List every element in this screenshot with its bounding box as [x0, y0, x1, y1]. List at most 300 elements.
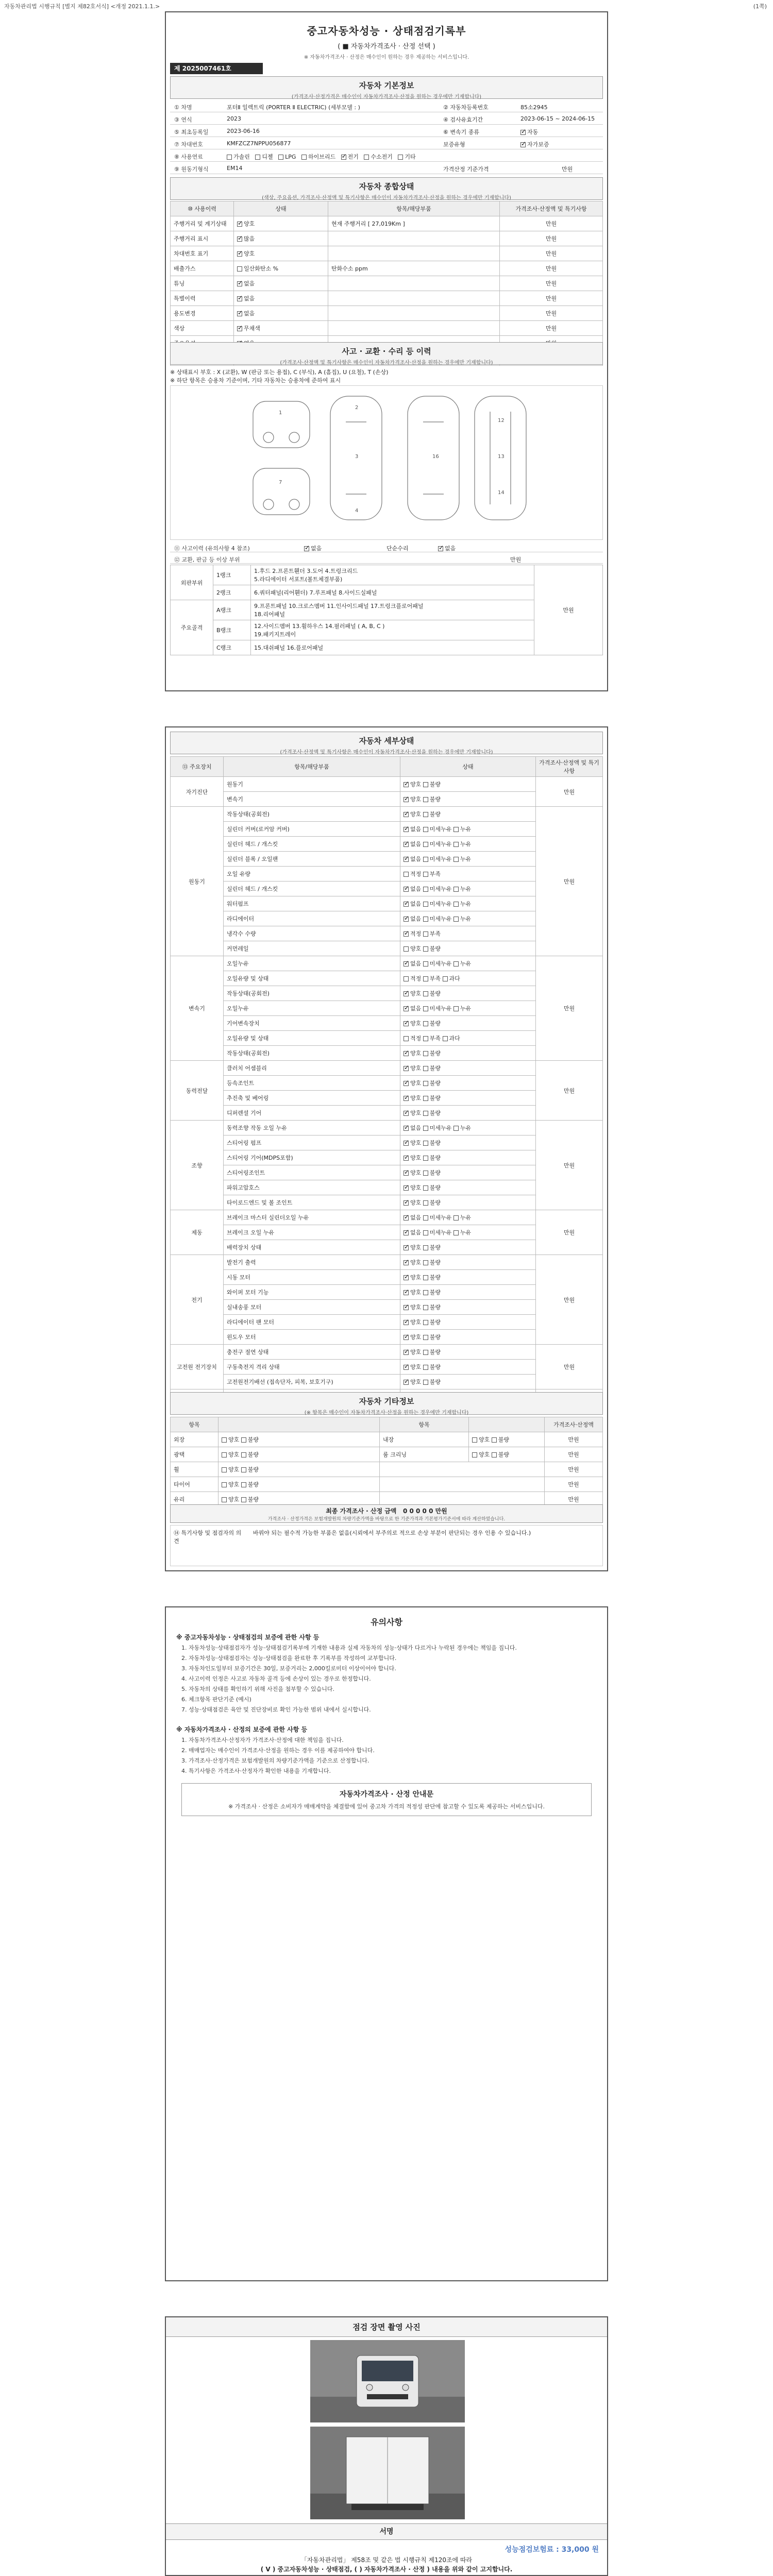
simple-repair-value: 없음 — [445, 545, 456, 552]
state-checkbox[interactable] — [237, 236, 242, 242]
parts-header: ⑫ 교환, 판금 등 이상 부위 — [174, 556, 240, 563]
table-row: 스티어링 기어(MDPS포함) ✓ 양호 불량 — [171, 1150, 603, 1165]
good-checkbox[interactable] — [222, 1452, 227, 1458]
table-row: 오일유량 및 상태 적정 부족 과다 — [171, 971, 603, 986]
page-3 — [165, 1606, 608, 2281]
detail-title: 자동차 세부상태 — [359, 736, 414, 745]
total-note: 가격조사 · 산정가격은 보험개발원의 차량기준가액을 바탕으로 한 기준가격과 기본평가기준서에 따라 계산하였습니다. — [267, 1517, 506, 1522]
svg-text:4: 4 — [355, 508, 359, 514]
detail-note: (가격조사·산정액 및 특기사항은 매수인이 자동차가격조사·산정을 원하는 경우에만 기재합니다) — [280, 750, 493, 755]
table-row: 원동기 작동상태(공회전) ✓ 양호 불량 만원 — [171, 807, 603, 822]
table-row: 실린더 헤드 / 개스킷 ✓ 없음 미세누유 누유 — [171, 882, 603, 896]
first-reg-value: 2023-06-16 — [227, 128, 260, 134]
table-row: 오일 유량 적정 부족 — [171, 867, 603, 882]
notice-item: 2. 매매업자는 매수인이 가격조사·산정을 원하는 경우 이를 제공하여야 합니다. — [181, 1747, 375, 1754]
notice-item: 3. 가격조사·산정가격은 보험개발원의 차량기준가액을 기준으로 산정합니다. — [181, 1757, 369, 1764]
transmission-checkbox[interactable] — [520, 130, 526, 135]
svg-text:13: 13 — [498, 454, 505, 460]
minor-leak-checkbox[interactable] — [423, 857, 428, 862]
svg-text:16: 16 — [432, 454, 439, 460]
good-checkbox[interactable] — [404, 1290, 409, 1295]
none-checkbox[interactable] — [404, 917, 409, 922]
inspection-period-label: ④ 검사유효기간 — [443, 116, 483, 123]
table-row: 주요골격 A랭크 9.프론트패널 10.크로스멤버 11.인사이드패널 17.트렁크플로어패널 18.리어패널 — [171, 600, 603, 620]
good-checkbox[interactable] — [404, 1305, 409, 1310]
basic-info-title: 자동차 기본정보 — [359, 81, 414, 90]
notice-head-2: ※ 자동차가격조사 · 산정의 보증에 관한 사항 등 — [176, 1726, 308, 1733]
low-checkbox[interactable] — [423, 931, 428, 937]
notice-item: 4. 사고이력 인정은 사고로 자동차 골격 등에 손상이 있는 경우로 한정합니다. — [181, 1675, 371, 1682]
good-checkbox[interactable] — [222, 1467, 227, 1472]
accident-title: 사고 · 교환 · 수리 등 이력 — [342, 347, 431, 356]
table-row: 실린더 헤드 / 개스킷 ✓ 없음 미세누유 누유 — [171, 837, 603, 852]
outer-panel-label: 외판부위 — [171, 565, 213, 600]
none-checkbox[interactable] — [404, 827, 409, 832]
signature-bar: 서명 — [166, 2523, 607, 2540]
table-row: 실내송풍 모터 ✓ 양호 불량 — [171, 1300, 603, 1315]
bad-checkbox[interactable] — [423, 1111, 428, 1116]
symbol-legend-2: ※ 하단 항목은 승용차 기준이며, 기타 자동차는 승용차에 준하여 표시 — [170, 377, 341, 384]
engine-value: EM14 — [227, 165, 243, 172]
good-checkbox[interactable] — [404, 946, 409, 952]
photo-section-title: 점검 장면 촬영 사진 — [166, 2317, 607, 2337]
summary-title: 자동차 종합상태 — [359, 182, 414, 191]
table-row: 제동 브레이크 마스터 실린더오일 누유 ✓ 없음 미세누유 누유 만원 — [171, 1210, 603, 1225]
summary-col-state: 상태 — [234, 201, 328, 216]
notice-item: 4. 특기사항은 가격조사·산정자가 확인한 내용을 기재합니다. — [181, 1768, 331, 1774]
parts-header-row — [170, 552, 603, 564]
detail-header — [170, 732, 603, 754]
table-row: 차대번호 표기 ✓ 양호 만원 — [171, 246, 603, 261]
fuel-diesel-checkbox[interactable] — [255, 155, 260, 160]
guide-box-text: ※ 가격조사 · 산정은 소비자가 매매계약을 체결함에 있어 중고차 가격의 적정성 판단에 참고할 수 있도록 제공하는 서비스입니다. — [228, 1803, 545, 1810]
good-checkbox[interactable] — [404, 1096, 409, 1101]
svg-text:3: 3 — [355, 454, 359, 460]
accident-history-row — [170, 541, 603, 552]
bad-checkbox[interactable] — [423, 1320, 428, 1325]
bad-checkbox[interactable] — [423, 1380, 428, 1385]
low-checkbox[interactable] — [423, 1036, 428, 1041]
bad-checkbox[interactable] — [423, 1185, 428, 1191]
leak-checkbox[interactable] — [453, 1215, 459, 1221]
good-checkbox[interactable] — [404, 1185, 409, 1191]
good-checkbox[interactable] — [404, 1081, 409, 1086]
plate-value: 85소2945 — [520, 104, 548, 111]
accident-header — [170, 342, 603, 365]
table-row: 작동상태(공회전) ✓ 양호 불량 — [171, 1046, 603, 1061]
good-checkbox[interactable] — [404, 1260, 409, 1265]
basic-row-1 — [170, 100, 603, 112]
bad-checkbox[interactable] — [423, 1021, 428, 1026]
adequate-checkbox[interactable] — [404, 872, 409, 877]
accident-history-value: 없음 — [311, 545, 322, 552]
bad-checkbox[interactable] — [423, 1051, 428, 1056]
front-view-outline — [253, 401, 310, 448]
parts-price-header: 만원 — [510, 556, 522, 563]
basic-row-3 — [170, 125, 603, 137]
table-row: 오일누유 ✓ 없음 미세누유 누유 — [171, 1001, 603, 1016]
engine-label: ⑨ 원동기형식 — [174, 166, 209, 173]
leak-checkbox[interactable] — [453, 827, 459, 832]
bad-checkbox[interactable] — [423, 1066, 428, 1071]
bad-checkbox[interactable] — [423, 1335, 428, 1340]
vin-value: KMFZCZ7NPPU056877 — [227, 140, 291, 147]
notice-item: 2. 자동차성능·상태점검자는 성능·상태점검을 완료한 후 기록부를 작성하여 교부합니다. — [181, 1655, 397, 1662]
bad-checkbox[interactable] — [423, 1171, 428, 1176]
state-checkbox[interactable] — [237, 222, 242, 227]
accident-none-checkbox[interactable] — [304, 546, 309, 551]
high-checkbox[interactable] — [443, 976, 448, 981]
table-row: 변속기 오일누유 ✓ 없음 미세누유 누유 만원 — [171, 956, 603, 971]
leak-checkbox[interactable] — [453, 1126, 459, 1131]
good-checkbox[interactable] — [404, 1320, 409, 1325]
basic-info-note: (가격조사·산정가격은 매수인이 자동차가격조사·산정을 원하는 경우에만 기재합니다) — [291, 94, 482, 100]
table-row: B랭크 12.사이드멤버 13.휠하우스 14.필러패널 ( A, B, C ) 19.패키지트레이 — [171, 620, 603, 640]
good-checkbox[interactable] — [404, 1066, 409, 1071]
page-4 — [165, 2316, 608, 2576]
bad-checkbox[interactable] — [241, 1497, 246, 1502]
svg-text:12: 12 — [498, 418, 505, 423]
table-row: 브레이크 오일 누유 ✓ 없음 미세누유 누유 — [171, 1225, 603, 1240]
bad-checkbox[interactable] — [423, 1365, 428, 1370]
basic-row-5 — [170, 149, 603, 162]
good-checkbox[interactable] — [472, 1437, 477, 1443]
table-row: 자기진단 원동기 ✓ 양호 불량 만원 — [171, 777, 603, 792]
bad-checkbox[interactable] — [423, 797, 428, 802]
notice-item: 7. 성능·상태점검은 육안 및 진단장비로 확인 가능한 범위 내에서 실시합니다. — [181, 1706, 371, 1713]
none-checkbox[interactable] — [404, 1230, 409, 1235]
table-row: 휠 양호 불량 만원 — [171, 1462, 603, 1477]
rear-view-outline — [253, 468, 310, 515]
good-checkbox[interactable] — [404, 1156, 409, 1161]
table-row: 색상 ✓ 무채색 만원 — [171, 321, 603, 336]
table-row: 특별이력 ✓ 없음 만원 — [171, 291, 603, 306]
fuel-hybrid-checkbox[interactable] — [301, 155, 307, 160]
svg-text:14: 14 — [498, 490, 505, 496]
good-checkbox[interactable] — [404, 1380, 409, 1385]
high-checkbox[interactable] — [443, 1036, 448, 1041]
good-checkbox[interactable] — [404, 1021, 409, 1026]
notice-item: 6. 체크항목 판단기준 (예시) — [181, 1696, 251, 1703]
table-row: 기어변속장치 ✓ 양호 불량 — [171, 1016, 603, 1031]
fuel-gasoline-checkbox[interactable] — [227, 155, 232, 160]
bad-checkbox[interactable] — [423, 1245, 428, 1250]
document-subtitle: ( ■ 자동차가격조사 · 산정 선택 ) — [338, 43, 435, 50]
notice-head-1: ※ 중고자동차성능 · 상태점검의 보증에 관한 사항 등 — [176, 1634, 320, 1641]
notice-item: 1. 자동차가격조사·산정자가 가격조사·산정에 대한 책임을 집니다. — [181, 1737, 344, 1743]
leak-checkbox[interactable] — [453, 842, 459, 847]
notice-item: 1. 자동차성능·상태점검자가 성능·상태점검기록부에 기재한 내용과 실제 자동차의 성능·상태가 다르거나 누락된 경우에는 책임을 집니다. — [181, 1645, 517, 1651]
vehicle-diagram — [238, 391, 547, 530]
bad-checkbox[interactable] — [423, 782, 428, 787]
vehicle-front-photo — [310, 2340, 465, 2422]
table-row: 실린더 블록 / 오일팬 ✓ 없음 미세누유 누유 — [171, 852, 603, 867]
bad-checkbox[interactable] — [423, 1141, 428, 1146]
table-row: 변속기 ✓ 양호 불량 — [171, 792, 603, 807]
bad-checkbox[interactable] — [423, 1275, 428, 1280]
table-row: 라디에이터 팬 모터 ✓ 양호 불량 — [171, 1315, 603, 1330]
good-checkbox[interactable] — [404, 797, 409, 802]
bad-checkbox[interactable] — [423, 1096, 428, 1101]
table-row: 조향 동력조향 작동 오일 누유 ✓ 없음 미세누유 누유 만원 — [171, 1121, 603, 1136]
parts-rank-table — [170, 565, 603, 655]
table-row: 동력전달 클러치 어셈블리 ✓ 양호 불량 만원 — [171, 1061, 603, 1076]
price-survey-guide-box — [181, 1783, 592, 1816]
minor-leak-checkbox[interactable] — [423, 961, 428, 967]
document-note: ※ 자동차가격조사 · 산정은 매수인이 원하는 경우 제공하는 서비스입니다. — [304, 55, 469, 60]
insurance-fee: 성능점검보험료 : 33,000 원 — [505, 2546, 599, 2554]
table-row: 고전원 전기장치 충전구 절연 상태 ✓ 양호 불량 만원 — [171, 1345, 603, 1360]
table-row: 타이로드엔드 및 볼 조인트 ✓ 양호 불량 — [171, 1195, 603, 1210]
fuel-lpg-checkbox[interactable] — [278, 155, 283, 160]
state-checkbox[interactable] — [237, 266, 242, 272]
table-row: 유리 양호 불량 만원 — [171, 1492, 603, 1507]
table-row: 오일유량 및 상태 적정 부족 과다 — [171, 1031, 603, 1046]
bad-checkbox[interactable] — [492, 1452, 497, 1458]
table-row: 윈도우 모터 ✓ 양호 불량 — [171, 1330, 603, 1345]
summary-col-item: 항목/해당부품 — [328, 201, 500, 216]
minor-leak-checkbox[interactable] — [423, 1006, 428, 1011]
table-row: 등속조인트 ✓ 양호 불량 — [171, 1076, 603, 1091]
page-2 — [165, 726, 608, 1571]
frame-label: 주요골격 — [171, 600, 213, 655]
state-checkbox[interactable] — [237, 281, 242, 286]
notice-item: 5. 자동차의 상태를 확인하기 위해 사진을 첨부할 수 있습니다. — [181, 1686, 334, 1692]
adequate-checkbox[interactable] — [404, 1036, 409, 1041]
transmission-value: ✓ 자동 — [520, 128, 538, 136]
good-checkbox[interactable] — [404, 812, 409, 817]
other-table: 항목 항목 가격조사·산정액 외장 양호 불량 내장 양호 불량 만원 광택 양호 불량 룸 크리닝 양호 불량 만원 휠 양호 불량 만원 타이어 양호 불량 만원 유리 양호 불량 만원 — [170, 1417, 603, 1522]
bad-checkbox[interactable] — [423, 1081, 428, 1086]
table-row: 실린더 커버(로커암 커버) ✓ 없음 미세누유 누유 — [171, 822, 603, 837]
good-checkbox[interactable] — [472, 1452, 477, 1458]
document-number: 제 2025007461호 — [170, 63, 263, 74]
other-header — [170, 1392, 603, 1415]
fuel-other-checkbox[interactable] — [398, 155, 403, 160]
top-line — [0, 0, 773, 11]
simple-repair-label: 단순수리 — [386, 545, 409, 552]
minor-leak-checkbox[interactable] — [423, 902, 428, 907]
good-checkbox[interactable] — [404, 991, 409, 996]
table-row: 추진축 및 베어링 ✓ 양호 불량 — [171, 1091, 603, 1106]
car-name-value: 포터Ⅱ 일렉트릭 (PORTER Ⅱ ELECTRIC) (세부모델 : ) — [227, 104, 360, 111]
none-checkbox[interactable] — [404, 1126, 409, 1131]
notice-title: 유의사항 — [371, 1617, 402, 1627]
other-title: 자동차 기타정보 — [359, 1397, 414, 1406]
total-price-bar — [170, 1504, 603, 1523]
fuel-label: ⑧ 사용연료 — [174, 154, 203, 160]
good-checkbox[interactable] — [404, 1335, 409, 1340]
minor-leak-checkbox[interactable] — [423, 1126, 428, 1131]
none-checkbox[interactable] — [404, 887, 409, 892]
svg-text:7: 7 — [279, 480, 282, 485]
page-indicator: (1쪽) — [753, 3, 767, 10]
leak-checkbox[interactable] — [453, 917, 459, 922]
symbol-legend: ※ 상태표시 부호 : X (교환), W (판금 또는 용접), C (부식), A (흠집), U (요철), T (손상) — [170, 369, 389, 376]
special-notes-text: 바꿔야 되는 필수적 가능한 부품은 없음(시뢰에서 부주의로 적으로 손상 부분이 판단되는 경우 인용 수 있습니다.) — [253, 1530, 531, 1536]
good-checkbox[interactable] — [404, 782, 409, 787]
bad-checkbox[interactable] — [423, 946, 428, 952]
summary-col-usage: ⑩ 사용이력 — [171, 201, 234, 216]
minor-leak-checkbox[interactable] — [423, 917, 428, 922]
state-checkbox[interactable] — [237, 296, 242, 301]
low-checkbox[interactable] — [423, 976, 428, 981]
table-row: 튜닝 ✓ 없음 만원 — [171, 276, 603, 291]
none-checkbox[interactable] — [404, 1215, 409, 1221]
warranty-checkbox[interactable] — [520, 142, 526, 147]
leak-checkbox[interactable] — [453, 1006, 459, 1011]
bad-checkbox[interactable] — [423, 1305, 428, 1310]
base-price-unit: 만원 — [562, 166, 573, 173]
table-row: 배력장치 상태 ✓ 양호 불량 — [171, 1240, 603, 1255]
good-checkbox[interactable] — [404, 1200, 409, 1206]
bad-checkbox[interactable] — [423, 1260, 428, 1265]
none-checkbox[interactable] — [404, 842, 409, 847]
vin-label: ⑦ 차대번호 — [174, 141, 203, 148]
bad-checkbox[interactable] — [423, 991, 428, 996]
table-row: 냉각수 수량 ✓ 적정 부족 — [171, 926, 603, 941]
svg-text:2: 2 — [355, 405, 359, 411]
table-row: 광택 양호 불량 룸 크리닝 양호 불량 만원 — [171, 1447, 603, 1462]
basic-row-2 — [170, 112, 603, 125]
page-1 — [165, 11, 608, 691]
table-row: 외판부위 1랭크 1.후드 2.프론트휀더 3.도어 4.트렁크리드 5.라디에이터 서포트(볼트체결부품) 만원 — [171, 565, 603, 585]
adequate-checkbox[interactable] — [404, 931, 409, 937]
table-row: 구동축전지 격리 상태 ✓ 양호 불량 — [171, 1360, 603, 1375]
good-checkbox[interactable] — [404, 1365, 409, 1370]
table-row: 작동상태(공회전) ✓ 양호 불량 — [171, 986, 603, 1001]
bad-checkbox[interactable] — [423, 1156, 428, 1161]
bad-checkbox[interactable] — [423, 1290, 428, 1295]
table-row: 파워고압호스 ✓ 양호 불량 — [171, 1180, 603, 1195]
table-row: 2랭크 6.쿼터패널(리어휀더) 7.루프패널 8.사이드실패널 — [171, 585, 603, 600]
table-row: 디퍼렌셜 기어 ✓ 양호 불량 — [171, 1106, 603, 1121]
leak-checkbox[interactable] — [453, 1230, 459, 1235]
table-row: 라디에이터 ✓ 없음 미세누유 누유 — [171, 911, 603, 926]
state-checkbox[interactable] — [237, 326, 242, 331]
bad-checkbox[interactable] — [492, 1437, 497, 1443]
vehicle-diagram-area — [170, 385, 603, 540]
summary-table — [170, 201, 603, 366]
table-row: 주행거리 표시 ✓ 많음 만원 — [171, 231, 603, 246]
vehicle-rear-photo — [310, 2427, 465, 2519]
basic-row-4 — [170, 137, 603, 149]
detail-table: ⑬ 주요장치 항목/해당부품 상태 가격조사·산정액 및 특기사항 자기진단 원동기 ✓ 양호 불량 만원 변속기 ✓ 양호 불량 원동기 작동상태(공회전) ✓ 양호 불량 만원 실린더 커버(로커암 커버) ✓ 없음 미세누유 누유 실린더 헤드 / 개스킷 ✓ 없음 미세누유 누유 실린더 블록 / 오일팬 ✓ 없음 미세누유 누유 오일 유량 적정 부족 실린더 헤드 / 개스킷 ✓ 없음 미세누유 누유 워터펌프 ✓ 없음 미세누유 누유 라디에이터 ✓ 없음 미세누유 누유 냉각수 수량 ✓ 적정 부족 커먼레일 양호 불량 변속기 오일누유 ✓ 없음 미세누유 누유 만원 오일유량 및 상태 적정 부족 과다 작동상태(공회전) ✓ 양호 불량 오일누유 ✓ 없음 미세누유 누유 기어변속장치 ✓ 양호 불량 오일유량 및 상태 적정 부족 과다 작동상태(공회전) ✓ 양호 불량 동력전달 클러치 어셈블리 ✓ 양호 불량 만원 등속조인트 ✓ 양호 불량 추진축 및 베어링 ✓ 양호 불량 디퍼렌셜 기어 ✓ 양호 불량 조향 동력조향 작동 오일 누유 ✓ 없음 미세누유 누유 만원 스티어링 펌프 ✓ 양호 불량 스티어링 기어(MDPS포함) ✓ 양호 불량 스티어링조인트 ✓ 양호 불량 파워고압호스 ✓ 양호 불량 타이로드엔드 및 볼 조인트 ✓ 양호 불량 제동 브레이크 마스터 실린더오일 누유 ✓ 없음 미세누유 누유 만원 브레이크 오일 누유 ✓ 없음 미세누유 누유 배력장치 상태 ✓ 양호 불량 전기 발전기 출력 ✓ 양호 불량 만원 시동 모터 ✓ 양호 불량 와이퍼 모터 기능 ✓ 양호 불량 실내송풍 모터 ✓ 양호 불량 라디에이터 팬 모터 ✓ 양호 불량 윈도우 모터 ✓ 양호 불량 고전원 전기장치 충전구 절연 상태 ✓ 양호 불량 만원 구동축전지 격리 상태 ✓ 양호 불량 고전원전기배선 (접속단자, 피복, 보호기구) ✓ 양호 불량 ✓ — [170, 756, 603, 1404]
leak-checkbox[interactable] — [453, 857, 459, 862]
table-row: 커먼레일 양호 불량 — [171, 941, 603, 956]
repair-none-checkbox[interactable] — [438, 546, 443, 551]
guide-box-title: 자동차가격조사 · 산정 안내문 — [339, 1790, 434, 1799]
table-row: 타이어 양호 불량 만원 — [171, 1477, 603, 1492]
minor-leak-checkbox[interactable] — [423, 842, 428, 847]
none-checkbox[interactable] — [404, 1006, 409, 1011]
bad-checkbox[interactable] — [241, 1452, 246, 1458]
bad-checkbox[interactable] — [241, 1437, 246, 1443]
svg-text:1: 1 — [279, 410, 282, 416]
summary-col-price: 가격조사·산정액 및 특기사항 — [500, 201, 603, 216]
minor-leak-checkbox[interactable] — [423, 1215, 428, 1221]
bad-checkbox[interactable] — [423, 812, 428, 817]
none-checkbox[interactable] — [404, 961, 409, 967]
bad-checkbox[interactable] — [241, 1482, 246, 1487]
footer-line-1: 「자동차관리법」 제58조 및 같은 법 시행규칙 제120조에 따라 — [300, 2556, 473, 2564]
adequate-checkbox[interactable] — [404, 976, 409, 981]
good-checkbox[interactable] — [404, 1245, 409, 1250]
table-row: 고전원전기배선 (접속단자, 피복, 보호기구) ✓ 양호 불량 — [171, 1375, 603, 1389]
other-note: (※ 항목은 매수인이 자동차가격조사·산정을 원하는 경우에만 기재합니다) — [304, 1410, 469, 1416]
warranty-value: ✓ 자가보증 — [520, 140, 549, 148]
car-name-label: ① 차명 — [174, 104, 192, 111]
none-checkbox[interactable] — [404, 857, 409, 862]
state-checkbox[interactable] — [237, 311, 242, 316]
notice-item: 3. 자동차인도일부터 보증기간은 30일, 보증거리는 2,000킬로미터 이상이어야 합니다. — [181, 1665, 396, 1672]
leak-checkbox[interactable] — [453, 887, 459, 892]
minor-leak-checkbox[interactable] — [423, 827, 428, 832]
minor-leak-checkbox[interactable] — [423, 1230, 428, 1235]
table-row: 용도변경 ✓ 없음 만원 — [171, 306, 603, 321]
fuel-electric-checkbox[interactable] — [341, 155, 346, 160]
total-label: 최종 가격조사 · 산정 금액 — [326, 1507, 397, 1515]
table-row: 워터펌프 ✓ 없음 미세누유 누유 — [171, 896, 603, 911]
none-checkbox[interactable] — [404, 902, 409, 907]
good-checkbox[interactable] — [222, 1437, 227, 1443]
bad-checkbox[interactable] — [241, 1467, 246, 1472]
good-checkbox[interactable] — [404, 1141, 409, 1146]
minor-leak-checkbox[interactable] — [423, 887, 428, 892]
good-checkbox[interactable] — [404, 1171, 409, 1176]
accident-history-label: ⑪ 사고이력 (유의사항 4 참조) — [174, 545, 250, 552]
table-row: 전기 발전기 출력 ✓ 양호 불량 만원 — [171, 1255, 603, 1270]
year-value: 2023 — [227, 115, 241, 122]
base-price-label: 가격산정 기준가격 — [443, 166, 489, 173]
warranty-label: 보증유형 — [443, 141, 465, 148]
good-checkbox[interactable] — [404, 1111, 409, 1116]
table-row: 스티어링조인트 ✓ 양호 불량 — [171, 1165, 603, 1180]
low-checkbox[interactable] — [423, 872, 428, 877]
special-notes-box — [170, 1525, 603, 1566]
good-checkbox[interactable] — [222, 1497, 227, 1502]
special-notes-label: ⑭ 특기사항 및 점검자의 의견 — [174, 1530, 242, 1545]
footer-line-2: ( V ) 중고자동차성능 · 상태점검, ( ) 자동차가격조사 · 산정 ) 내용을 위와 같이 고지합니다. — [260, 2566, 513, 2573]
bad-checkbox[interactable] — [423, 1350, 428, 1355]
good-checkbox[interactable] — [404, 1051, 409, 1056]
document-title: 중고자동차성능 · 상태점검기록부 — [307, 25, 466, 37]
table-row: 시동 모터 ✓ 양호 불량 — [171, 1270, 603, 1285]
good-checkbox[interactable] — [404, 1275, 409, 1280]
first-reg-label: ⑤ 최초등록일 — [174, 129, 209, 135]
plate-label: ② 자동차등록번호 — [443, 104, 489, 111]
form-reference: 자동차관리법 시행규칙 [별지 제82호서식] <개정 2021.1.1.> — [4, 3, 160, 10]
table-row: 와이퍼 모터 기능 ✓ 양호 불량 — [171, 1285, 603, 1300]
total-value: 0 0 0 0 0 만원 — [402, 1507, 447, 1515]
table-row: 주행거리 및 계기상태 ✓ 양호 현재 주행거리 [ 27,019Km ] 만원 — [171, 216, 603, 231]
inspection-period-value: 2023-06-15 ~ 2024-06-15 — [520, 115, 595, 122]
good-checkbox[interactable] — [222, 1482, 227, 1487]
leak-checkbox[interactable] — [453, 902, 459, 907]
table-row: 외장 양호 불량 내장 양호 불량 만원 — [171, 1432, 603, 1447]
good-checkbox[interactable] — [404, 1350, 409, 1355]
fuel-hydrogen-checkbox[interactable] — [364, 155, 369, 160]
leak-checkbox[interactable] — [453, 961, 459, 967]
year-label: ③ 연식 — [174, 116, 192, 123]
summary-header — [170, 177, 603, 200]
fuel-options: 가솔린 디젤 LPG 하이브리드 ✓ 전기 수소전기 기타 — [227, 152, 416, 161]
basic-info-header — [170, 76, 603, 99]
table-row: 배출가스 일산화탄소 % 탄화수소 ppm 만원 — [171, 261, 603, 276]
table-row: 스티어링 펌프 ✓ 양호 불량 — [171, 1136, 603, 1150]
bad-checkbox[interactable] — [423, 1200, 428, 1206]
state-checkbox[interactable] — [237, 251, 242, 257]
